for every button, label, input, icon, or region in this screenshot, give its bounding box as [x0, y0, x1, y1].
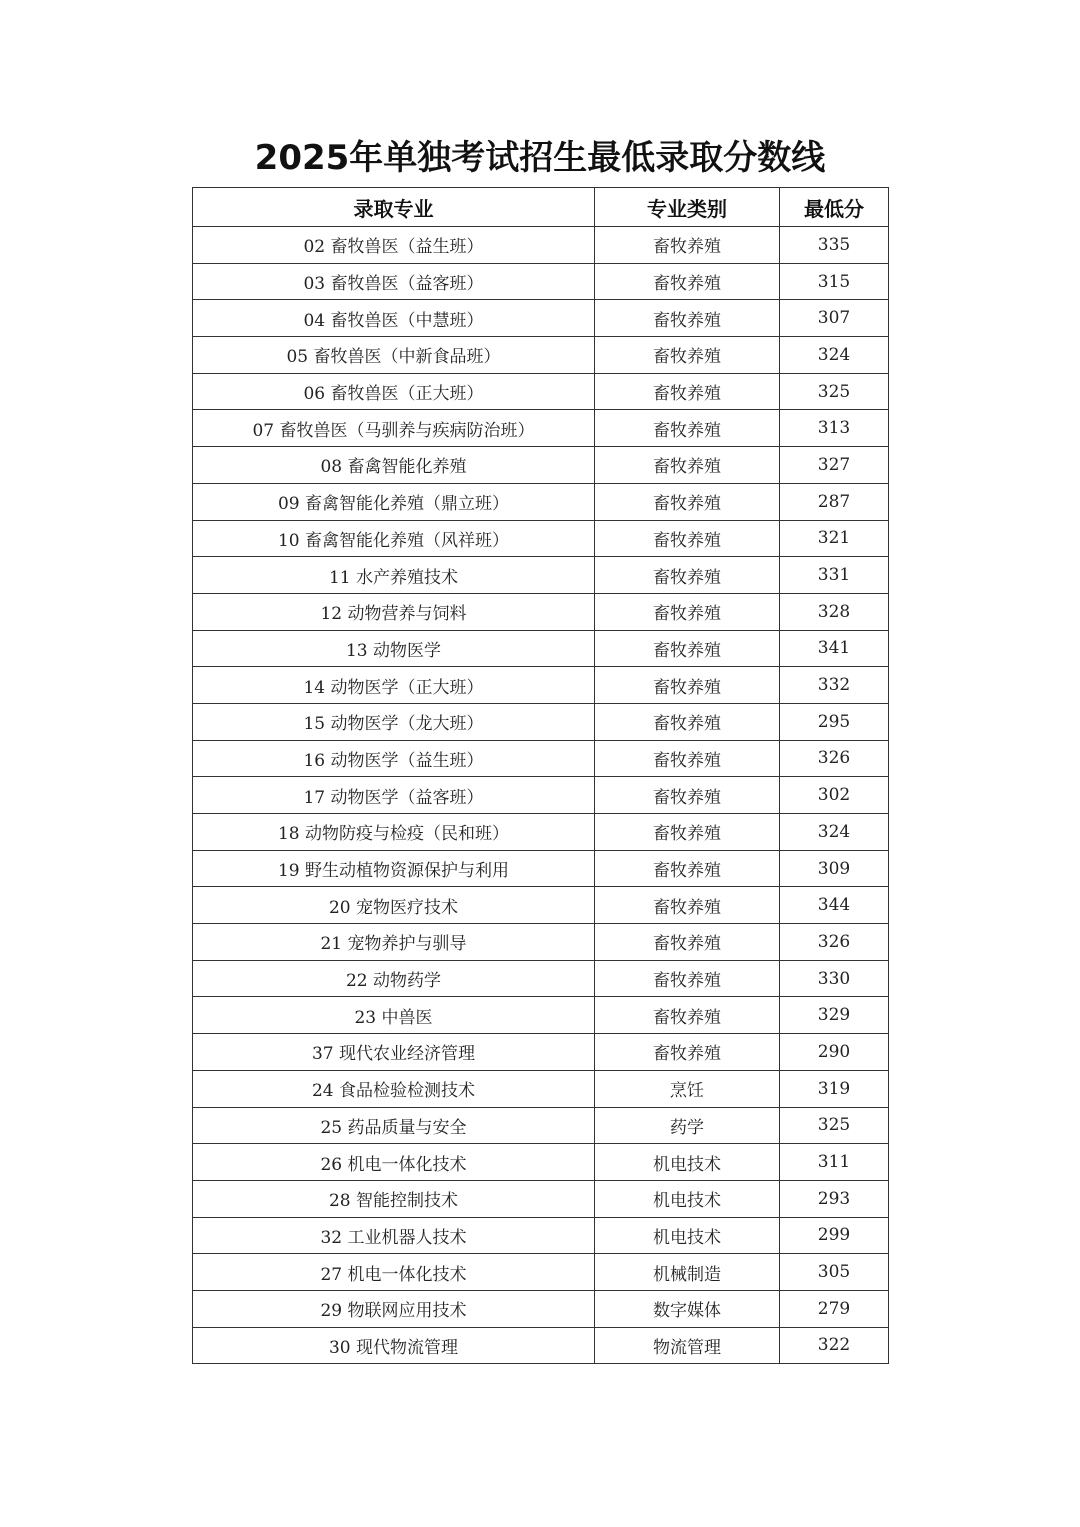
table-row: [193, 1254, 889, 1291]
table-row: [193, 300, 889, 337]
cell-category: 畜牧养殖: [595, 1034, 780, 1071]
cell-major: 12 动物营养与饲料: [193, 593, 595, 630]
table-row: [193, 814, 889, 851]
cell-min-score: 331: [780, 557, 889, 594]
cell-min-score: 324: [780, 337, 889, 374]
cell-min-score: 327: [780, 447, 889, 484]
cell-min-score: 290: [780, 1034, 889, 1071]
cell-major: 28 智能控制技术: [193, 1180, 595, 1217]
cell-major: 20 宠物医疗技术: [193, 887, 595, 924]
cell-min-score: 279: [780, 1290, 889, 1327]
table-row: [193, 667, 889, 704]
cell-category: 畜牧养殖: [595, 630, 780, 667]
table-row: [193, 520, 889, 557]
table-row: [193, 1217, 889, 1254]
cell-major: 22 动物药学: [193, 960, 595, 997]
cell-category: 畜牧养殖: [595, 667, 780, 704]
table-row: [193, 630, 889, 667]
table-header-row: [193, 188, 889, 227]
cell-category: 畜牧养殖: [595, 300, 780, 337]
table-row: [193, 887, 889, 924]
table-row: [193, 1290, 889, 1327]
cell-min-score: 293: [780, 1180, 889, 1217]
cell-min-score: 332: [780, 667, 889, 704]
cell-min-score: 324: [780, 814, 889, 851]
cell-category: 畜牧养殖: [595, 997, 780, 1034]
table-row: [193, 740, 889, 777]
cell-category: 畜牧养殖: [595, 263, 780, 300]
cell-major: 08 畜禽智能化养殖: [193, 447, 595, 484]
table-row: [193, 1070, 889, 1107]
cell-category: 烹饪: [595, 1070, 780, 1107]
cell-min-score: 335: [780, 227, 889, 264]
cell-min-score: 326: [780, 740, 889, 777]
cell-major: 10 畜禽智能化养殖（风祥班）: [193, 520, 595, 557]
cell-major: 14 动物医学（正大班）: [193, 667, 595, 704]
cell-category: 机电技术: [595, 1217, 780, 1254]
cell-major: 21 宠物养护与驯导: [193, 924, 595, 961]
cell-major: 11 水产养殖技术: [193, 557, 595, 594]
cell-category: 物流管理: [595, 1327, 780, 1364]
table-row: [193, 997, 889, 1034]
table-row: [193, 960, 889, 997]
cell-major: 19 野生动植物资源保护与利用: [193, 850, 595, 887]
cell-min-score: 321: [780, 520, 889, 557]
table-row: [193, 1180, 889, 1217]
cell-min-score: 307: [780, 300, 889, 337]
admission-score-table: [192, 187, 889, 1364]
cell-category: 畜牧养殖: [595, 337, 780, 374]
cell-min-score: 311: [780, 1144, 889, 1181]
table-row: [193, 227, 889, 264]
cell-major: 24 食品检验检测技术: [193, 1070, 595, 1107]
table-body: [193, 227, 889, 1364]
cell-min-score: 319: [780, 1070, 889, 1107]
cell-major: 13 动物医学: [193, 630, 595, 667]
cell-major: 30 现代物流管理: [193, 1327, 595, 1364]
cell-category: 畜牧养殖: [595, 227, 780, 264]
header-category: 专业类别: [595, 188, 780, 227]
cell-min-score: 322: [780, 1327, 889, 1364]
table-row: [193, 1144, 889, 1181]
cell-min-score: 326: [780, 924, 889, 961]
cell-min-score: 341: [780, 630, 889, 667]
cell-min-score: 344: [780, 887, 889, 924]
cell-category: 机电技术: [595, 1180, 780, 1217]
cell-category: 畜牧养殖: [595, 593, 780, 630]
table-row: [193, 593, 889, 630]
cell-min-score: 295: [780, 703, 889, 740]
cell-category: 畜牧养殖: [595, 447, 780, 484]
cell-min-score: 325: [780, 373, 889, 410]
cell-major: 04 畜牧兽医（中慧班）: [193, 300, 595, 337]
table-row: [193, 483, 889, 520]
cell-min-score: 329: [780, 997, 889, 1034]
cell-category: 机电技术: [595, 1144, 780, 1181]
cell-min-score: 313: [780, 410, 889, 447]
cell-major: 37 现代农业经济管理: [193, 1034, 595, 1071]
table-row: [193, 557, 889, 594]
cell-major: 26 机电一体化技术: [193, 1144, 595, 1181]
cell-category: 畜牧养殖: [595, 410, 780, 447]
cell-major: 15 动物医学（龙大班）: [193, 703, 595, 740]
table-row: [193, 337, 889, 374]
cell-major: 18 动物防疫与检疫（民和班）: [193, 814, 595, 851]
cell-category: 数字媒体: [595, 1290, 780, 1327]
cell-min-score: 299: [780, 1217, 889, 1254]
cell-category: 畜牧养殖: [595, 373, 780, 410]
cell-min-score: 328: [780, 593, 889, 630]
cell-major: 23 中兽医: [193, 997, 595, 1034]
cell-category: 畜牧养殖: [595, 557, 780, 594]
cell-min-score: 305: [780, 1254, 889, 1291]
cell-category: 畜牧养殖: [595, 520, 780, 557]
cell-category: 畜牧养殖: [595, 850, 780, 887]
cell-category: 畜牧养殖: [595, 924, 780, 961]
cell-category: 畜牧养殖: [595, 960, 780, 997]
table-row: [193, 777, 889, 814]
cell-major: 02 畜牧兽医（益生班）: [193, 227, 595, 264]
cell-major: 05 畜牧兽医（中新食品班）: [193, 337, 595, 374]
cell-major: 29 物联网应用技术: [193, 1290, 595, 1327]
cell-category: 机械制造: [595, 1254, 780, 1291]
cell-major: 03 畜牧兽医（益客班）: [193, 263, 595, 300]
table-row: [193, 703, 889, 740]
cell-major: 16 动物医学（益生班）: [193, 740, 595, 777]
table-row: [193, 1034, 889, 1071]
cell-major: 32 工业机器人技术: [193, 1217, 595, 1254]
table-row: [193, 850, 889, 887]
cell-category: 畜牧养殖: [595, 483, 780, 520]
cell-category: 畜牧养殖: [595, 814, 780, 851]
cell-category: 畜牧养殖: [595, 740, 780, 777]
table-row: [193, 263, 889, 300]
cell-category: 畜牧养殖: [595, 703, 780, 740]
table-row: [193, 447, 889, 484]
cell-min-score: 325: [780, 1107, 889, 1144]
table-row: [193, 1327, 889, 1364]
table-row: [193, 1107, 889, 1144]
page-title: 2025年单独考试招生最低录取分数线: [254, 138, 826, 178]
header-major: 录取专业: [193, 188, 595, 227]
cell-category: 药学: [595, 1107, 780, 1144]
cell-min-score: 330: [780, 960, 889, 997]
cell-major: 07 畜牧兽医（马驯养与疾病防治班）: [193, 410, 595, 447]
cell-major: 27 机电一体化技术: [193, 1254, 595, 1291]
cell-major: 06 畜牧兽医（正大班）: [193, 373, 595, 410]
cell-category: 畜牧养殖: [595, 777, 780, 814]
header-min-score: 最低分: [780, 188, 889, 227]
table-row: [193, 924, 889, 961]
cell-min-score: 302: [780, 777, 889, 814]
cell-min-score: 309: [780, 850, 889, 887]
cell-major: 17 动物医学（益客班）: [193, 777, 595, 814]
cell-min-score: 287: [780, 483, 889, 520]
cell-major: 09 畜禽智能化养殖（鼎立班）: [193, 483, 595, 520]
cell-major: 25 药品质量与安全: [193, 1107, 595, 1144]
table-row: [193, 373, 889, 410]
cell-category: 畜牧养殖: [595, 887, 780, 924]
table-row: [193, 410, 889, 447]
cell-min-score: 315: [780, 263, 889, 300]
